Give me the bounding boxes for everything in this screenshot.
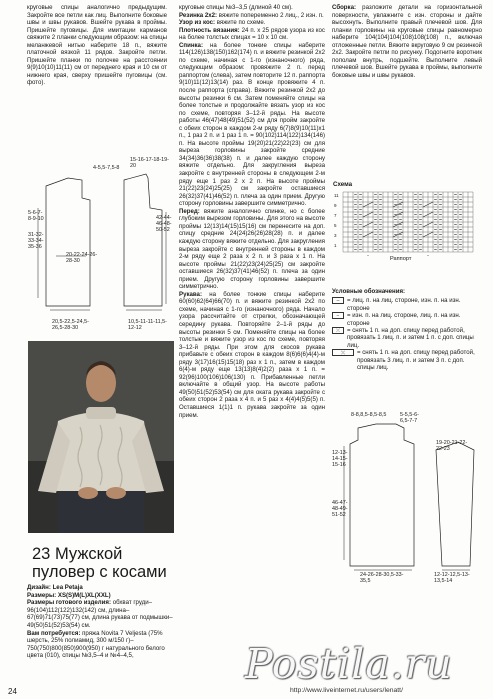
needs-value: пряжа Novita 7 Veljesta (75% шерсть, 25% полиамид, 300 м/150 г)– 750(750)800(850)900(950) г натурального белого цвета (010), спицы №3,5–4 и №4–4,5, xyxy=(27,629,165,660)
legend xyxy=(332,288,482,371)
column-2-text xyxy=(179,4,325,419)
column-3-text xyxy=(332,4,482,79)
diagram2-left-label: 12-13-14-15-15-16 xyxy=(332,450,348,468)
diagram1-bottom-right-label: 10,5-11-11-11,5-12-12 xyxy=(128,319,167,331)
chart-row-number: 5 xyxy=(334,223,337,228)
pattern-title-line2: пуловер с косами xyxy=(32,563,167,581)
pattern-title xyxy=(32,545,177,581)
sizes-value: XS(S)M(L)XL(XXL) xyxy=(56,591,111,599)
man-in-sweater-illustration xyxy=(28,341,174,533)
diagram1-sleeve-label: 15-16-17-18-19-20 xyxy=(130,157,169,169)
assembly-lead: Сборка: xyxy=(332,4,356,11)
diagram2-sleeve-label: 19-20-21-22-22-23 xyxy=(436,440,468,452)
sleeves-text: на более тонкие спицы наберите 60(60)62(64)66(70) п. и вяжите резинкой 2х2 по схеме, начиная с 1-го (изнаночного) ряда. Начало узора рассчитайте от стрелки, обозначающей середину рукава. Повторяйте 2–1-й ряды до высоты резинки 5 см. Поменяйте спицы на более толстые и вяжите узор из кос по схеме, повторяя 3–12-й ряды. При этом для скосов рукава прибавьте с обеих сторон в каждом 8(6)6(6)4(4)-м ряду 3(17)16(15)15(18) раз х 1 п., затем в каждом 6(4)-м ряду еще 13(13)8(4)2(2) раза х 1 п. = 92(96)100(106)106(130) п. Прибавленные петли включайте в общий узор. На высоте работы 49(50)51(52)53(54) см для оката рукава закройте с обеих сторон 2 раза х 4 п. и 5 раз х 4(4)4(5)5(5) п. Оставшиеся 1(1)1 п. рукава закройте за один прием. xyxy=(179,290,325,419)
watermark-logo: Postila.ru xyxy=(245,640,453,688)
sleeves-lead: Рукава: xyxy=(179,290,202,298)
diagram2-bottom2-label: 12-12-12,5-13-13,5-14 xyxy=(434,572,470,584)
measures-value: обхват груди– 96(104)112(122)132(142) см, длина– 67(69)71(73)75(77) см, длина рукава от подмышки– 49(50)51(52)53(54) см. xyxy=(27,599,173,629)
diagram1-right-label: 42-44-46-48-50-52 xyxy=(156,215,172,233)
cable-cross-small-icon: ⤫ xyxy=(332,327,344,334)
pattern-title-line1: Мужской xyxy=(54,545,123,563)
legend-item xyxy=(332,327,482,349)
designer-lead: Дизайн: xyxy=(27,584,51,591)
diagram2-left2-label: 46-47-48-49-51-52 xyxy=(332,500,348,518)
chart-row-number: 1 xyxy=(334,243,337,248)
diagram1-neck-label: 4-5,5-7,5-8 xyxy=(93,165,120,171)
chart-row-number: 3 xyxy=(334,233,337,238)
back-lead: Спинка: xyxy=(179,41,203,49)
needles-paragraph: круговые спицы №3–3,5 (длиной 40 см). xyxy=(179,4,293,11)
designer-name: Lea Petaja xyxy=(50,584,83,591)
col1-paragraph: круговые спицы аналогично предыдущим. Закройте все петли как лиц. Выполните боковые швы и швы рукавов. Вшейте рукава в проймы. Пришейте пуговицы. Для имитации карманов свяжите 2 планки следующим образом: на спицы меланжевой нитью наберите 18 п., вяжите платочной вязкой 11 рядов. Закройте петли. Пришейте планки по полочке на расстоянии 9(9)10(10)11(11) см от переднего края и 10 см от нижнего края, сверху пришейте пуговицы (см. фото). xyxy=(27,4,167,87)
cable-lead: Узор из кос: xyxy=(179,19,215,27)
gauge-text: 24 п. х 25 рядов узора из кос на более толстых спицах = 10 x 10 см. xyxy=(179,26,325,42)
diagram2-bottom-label: 24-26-28-30,5-33-35,5 xyxy=(360,572,404,584)
diagram2-top2-label: 5-5,5-6-6,5-7-7 xyxy=(400,412,419,424)
cable-text: вяжите по схеме. xyxy=(215,19,266,27)
front-lead: Перед: xyxy=(179,207,200,215)
gauge-lead: Плотность вязания: xyxy=(179,26,240,34)
model-photo xyxy=(28,341,174,533)
legend-title: Условные обозначения: xyxy=(332,288,406,295)
front-piece-outline xyxy=(124,174,162,306)
diagram2-top-label: 8-8,8,5-8,5-8,5 xyxy=(351,412,387,418)
pattern-number: 23 xyxy=(32,545,51,563)
legend-item-text: = лиц. п. на лиц. стороне, изн. п. на изн. стороне xyxy=(347,297,461,312)
watermark-url: http://www.liveinternet.ru/users/lenatt/ xyxy=(290,687,403,694)
knit-symbol-icon: – xyxy=(332,297,344,304)
pattern-info xyxy=(27,584,175,660)
legend-item-text: = снять 1 п. на доп. спицу перед работой, провязать 1 лиц. п. и затем 1 п. с доп. спицы лиц. xyxy=(347,327,474,349)
back-text: на более тонкие спицы наберите 114(126)138(150)162(174) п. и вяжите резинкой 2х2 по схеме, начиная с 1-го (изнаночного) ряда, следующим образом: провяжите 2 п. перед раппортом (слева), затем повторите 12 п. раппорта 9(10)11(12)13(14) раз. В конце провяжите 4 п. после раппорта (справа). Вяжите резинкой 2х2 до высоты резинки 6 см. Затем поменяйте спицы на более толстые и продолжайте вязать узор из кос по схеме, повторяя 3–12-й ряды. На высоте работы 46(47)48(49)51(52) см для пройм закройте с обеих сторон в каждом 2-м ряду 6(7)8(9)10(11)х1 п., 1 раз 2 п. и 1 раз 1 п. = 90(102)114(122)134(146) п. На высоте проймы 19(20)21(22)22(23) см для выреза горловины закройте средние 34(34)36(36)38(38) п. и далее каждую сторону вяжите отдельно. Для закругления выреза закройте с внутренней стороны в следующем 2-м ряду еще 1 раз 2 х 2 п. На высоте проймы 21(22)23(24)25(25) см закройте оставшиеся 26(32)37(41)46(52) п. плеча за один прием. Другую сторону горловины завершите симметрично. xyxy=(179,41,325,208)
page-number: 24 xyxy=(8,687,17,696)
needs-lead: Вам потребуется: xyxy=(27,629,81,637)
back-piece-outline xyxy=(46,178,90,306)
legend-item-text: = изн. п. на лиц. стороне, лиц. п. на изн. стороне xyxy=(347,312,461,327)
legend-item xyxy=(332,297,482,312)
cable-stitch-chart xyxy=(333,190,483,256)
schema-title: Схема xyxy=(333,181,353,188)
legend-item xyxy=(332,312,482,327)
legend-item-text: = снять 1 п. на доп. спицу перед работой, провязать 3 лиц. п. и затем 3 п. с доп. спицы лиц. xyxy=(357,349,475,372)
chart-row-number: 7 xyxy=(334,213,337,218)
legend-item xyxy=(332,349,482,371)
rib-text: вяжите попеременно 2 лиц., 2 изн. п. xyxy=(217,11,324,19)
diagram1-mid-label: 20-22-24-26-28-30 xyxy=(66,252,98,264)
measures-lead: Размеры готового изделия: xyxy=(27,599,111,607)
chart-row-number: 9 xyxy=(334,203,337,208)
column-1-text xyxy=(27,4,167,87)
rib-lead: Резинка 2х2: xyxy=(179,11,218,19)
pattern-diagram-sweater xyxy=(338,410,488,578)
sizes-lead: Размеры: xyxy=(27,591,57,599)
assembly-text: разложите детали на горизонтальной поверхности, увлажните с изн. стороны и дайте высохнуть. Выполните правый плечевой шов. Для планки горловины на круговые спицы равномерно наберите 104(104)104(108)108(108) п., включая отложенные петли. Вяжите вкруговую 9 см резинкой 2х2. Закройте петли по рисунку. Подогните воротник пополам внутрь, подшейте. Выполните левый плечевой шов. Вшейте рукава в проймы, выполните боковые швы и швы рукавов. xyxy=(332,4,482,79)
cable-cross-large-icon: ⤬ xyxy=(332,349,354,356)
diagram1-bottom-left-label: 20,5-22,5-24,5-26,5-28-30 xyxy=(52,319,89,331)
diagram1-left-a-label: 5-6-7-8-9-10 xyxy=(28,210,44,222)
diagram1-left-b-label: 31-32-33-34-35-36 xyxy=(28,232,44,250)
front-text: вяжите аналогично спинке, но с более глубоким вырезом горловины. Для этого на высоте проймы 12(13)14(15)15(16) см перенесите на доп. спицу средние 24(24)26(26)28(28) п. и далее каждую сторону вяжите отдельно. Для закругления выреза закройте с внутренней стороны в каждом 2-м ряду еще 2 раза х 2 п. и 3 раза х 1 п. На высоте проймы 21(22)23(24)25(25) см закройте оставшиеся 26(32)37(41)46(52) п. плеча за один прием. Другую сторону горловины завершите симметрично. xyxy=(179,207,325,291)
rapport-label: Раппорт xyxy=(390,256,412,262)
body-piece-outline xyxy=(350,424,414,566)
pattern-diagram-vest xyxy=(30,158,178,342)
chart-row-number: 11 xyxy=(334,193,339,198)
sleeve-piece-outline xyxy=(436,442,474,566)
purl-symbol-icon: − xyxy=(332,312,344,319)
